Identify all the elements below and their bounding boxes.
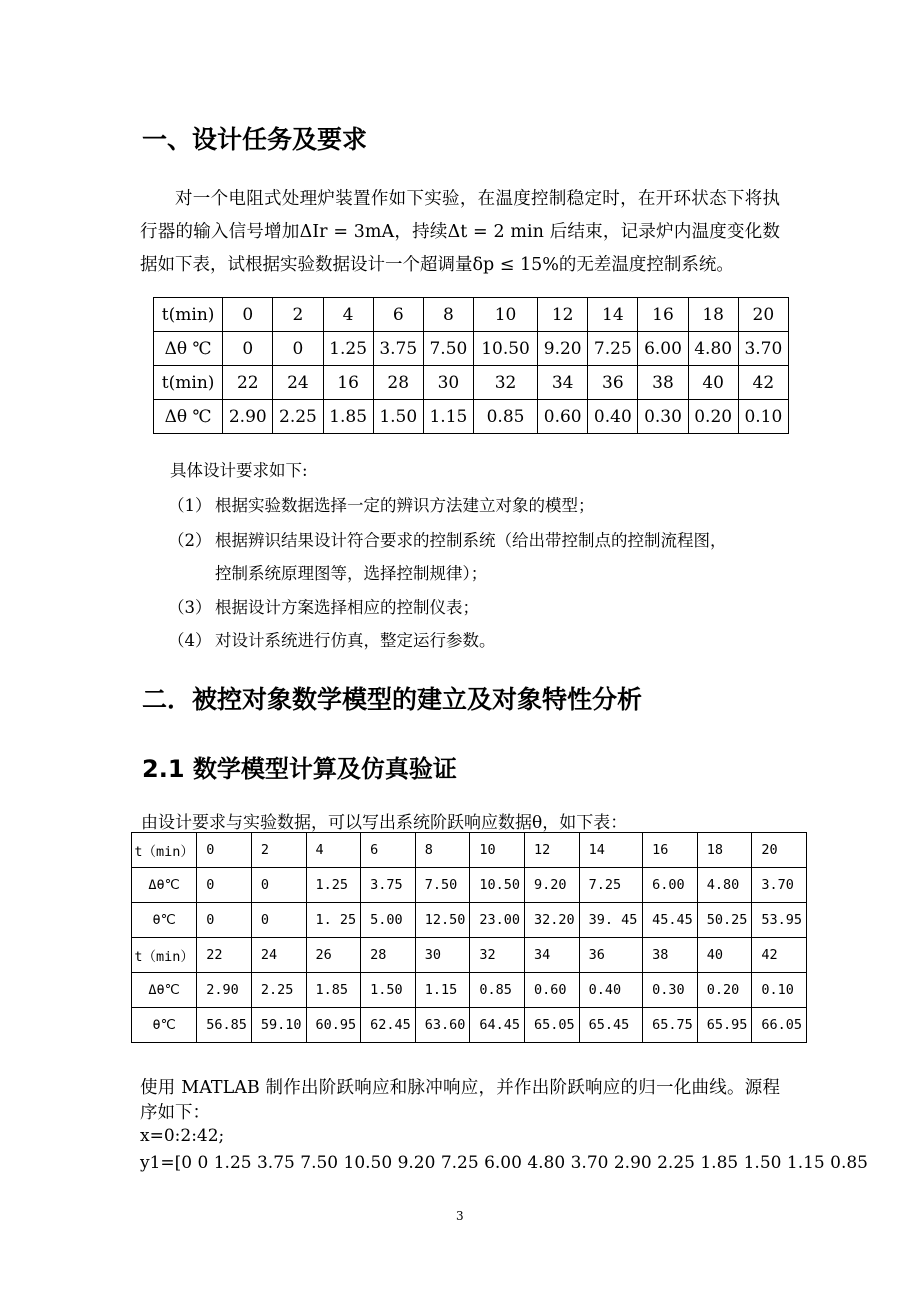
table-cell: 32 xyxy=(473,366,537,400)
table-cell: 7.50 xyxy=(415,868,470,903)
table-cell: 6.00 xyxy=(638,332,688,366)
table-cell: 0.30 xyxy=(638,400,688,434)
table-cell: 23.00 xyxy=(470,903,525,938)
table-row xyxy=(132,833,807,868)
table-cell: 2.90 xyxy=(197,973,252,1008)
table-cell: 59.10 xyxy=(251,1008,306,1043)
table-cell: 12 xyxy=(538,298,588,332)
table-cell: 0 xyxy=(223,332,273,366)
requirement-1-text: 根据实验数据选择一定的辨识方法建立对象的模型； xyxy=(215,496,595,515)
section-2-1-heading: 2.1 数学模型计算及仿真验证 xyxy=(142,755,457,783)
requirement-3-text: 根据设计方案选择相应的控制仪表； xyxy=(215,598,479,617)
table-cell: 14 xyxy=(579,833,642,868)
table-cell: 14 xyxy=(588,298,638,332)
table-cell: 0.10 xyxy=(738,400,788,434)
table-cell: 9.20 xyxy=(538,332,588,366)
table-cell: 1.15 xyxy=(423,400,473,434)
table-cell: 0.60 xyxy=(538,400,588,434)
row-label: Δθ℃ xyxy=(132,868,197,903)
table-cell: 18 xyxy=(697,833,752,868)
table-cell: 10 xyxy=(473,298,537,332)
table-cell: 7.50 xyxy=(423,332,473,366)
table-cell: 0 xyxy=(273,332,323,366)
table-cell: 4.80 xyxy=(688,332,738,366)
table-cell: 36 xyxy=(579,938,642,973)
table-cell: 36 xyxy=(588,366,638,400)
table-cell: 2.25 xyxy=(251,973,306,1008)
table-cell: 0.85 xyxy=(470,973,525,1008)
table-cell: 62.45 xyxy=(361,1008,416,1043)
table-cell: 65.05 xyxy=(525,1008,580,1043)
table-cell: 0 xyxy=(197,903,252,938)
section-2-heading: 二．被控对象数学模型的建立及对象特性分析 xyxy=(142,685,643,714)
table-cell: 1.85 xyxy=(323,400,373,434)
table-cell: 4 xyxy=(323,298,373,332)
table-cell: 2.90 xyxy=(223,400,273,434)
table-cell: 9.20 xyxy=(525,868,580,903)
requirement-4-num: （4） xyxy=(168,631,212,650)
table-cell: 28 xyxy=(373,366,423,400)
table-cell: 12 xyxy=(525,833,580,868)
table-cell: 45.45 xyxy=(643,903,698,938)
row-label: Δθ℃ xyxy=(132,973,197,1008)
table-row xyxy=(132,938,807,973)
table-cell: 1. 25 xyxy=(306,903,361,938)
table-cell: 38 xyxy=(643,938,698,973)
table-cell: 3.70 xyxy=(738,332,788,366)
row-label: t（min） xyxy=(132,938,197,973)
table-cell: 40 xyxy=(697,938,752,973)
table-cell: 5.00 xyxy=(361,903,416,938)
table-cell: 22 xyxy=(197,938,252,973)
matlab-intro: 使用 MATLAB 制作出阶跃响应和脉冲响应，并作出阶跃响应的归一化曲线。源程序如下： xyxy=(140,1078,780,1123)
table-cell: 28 xyxy=(361,938,416,973)
table-cell: 16 xyxy=(323,366,373,400)
row-label: t(min) xyxy=(154,298,223,332)
table-cell: 10 xyxy=(470,833,525,868)
table-cell: 40 xyxy=(688,366,738,400)
table-cell: 34 xyxy=(538,366,588,400)
row-label: θ℃ xyxy=(132,903,197,938)
row-label: Δθ ℃ xyxy=(154,400,223,434)
table-cell: 0.85 xyxy=(473,400,537,434)
table-2-intro: 由设计要求与实验数据，可以写出系统阶跃响应数据θ，如下表： xyxy=(141,813,628,833)
table-cell: 42 xyxy=(752,938,807,973)
table-cell: 30 xyxy=(423,366,473,400)
table-cell: 65.75 xyxy=(643,1008,698,1043)
step-response-table xyxy=(131,832,807,1043)
table-cell: 2.25 xyxy=(273,400,323,434)
table-cell: 0.60 xyxy=(525,973,580,1008)
table-cell: 24 xyxy=(273,366,323,400)
table-cell: 24 xyxy=(251,938,306,973)
table-cell: 0 xyxy=(223,298,273,332)
table-cell: 20 xyxy=(738,298,788,332)
table-cell: 7.25 xyxy=(588,332,638,366)
row-label: θ℃ xyxy=(132,1008,197,1043)
table-row xyxy=(132,973,807,1008)
table-cell: 34 xyxy=(525,938,580,973)
experiment-table xyxy=(153,297,789,434)
table-cell: 32 xyxy=(470,938,525,973)
table-cell: 1.25 xyxy=(323,332,373,366)
table-cell: 1.85 xyxy=(306,973,361,1008)
table-cell: 4.80 xyxy=(697,868,752,903)
intro-paragraph: 对一个电阻式处理炉装置作如下实验，在温度控制稳定时，在开环状态下将执行器的输入信号增加ΔIr = 3mA，持续Δt = 2 min 后结束，记录炉内温度变化数据如下表，试根据实验数据设计一个超调量δp ≤ 15%的无差温度控制系统。 xyxy=(140,189,780,275)
requirement-1-num: （1） xyxy=(168,496,212,515)
table-cell: 65.45 xyxy=(579,1008,642,1043)
table-cell: 39. 45 xyxy=(579,903,642,938)
table-cell: 26 xyxy=(306,938,361,973)
requirement-3-num: （3） xyxy=(168,598,212,617)
table-row xyxy=(132,903,807,938)
table-cell: 64.45 xyxy=(470,1008,525,1043)
table-cell: 6 xyxy=(373,298,423,332)
table-cell: 3.75 xyxy=(361,868,416,903)
table-cell: 50.25 xyxy=(697,903,752,938)
table-cell: 1.15 xyxy=(415,973,470,1008)
table-cell: 65.95 xyxy=(697,1008,752,1043)
table-row xyxy=(154,332,789,366)
table-cell: 7.25 xyxy=(579,868,642,903)
table-cell: 0 xyxy=(197,868,252,903)
page-number: 3 xyxy=(456,1209,464,1223)
table-cell: 42 xyxy=(738,366,788,400)
table-cell: 1.25 xyxy=(306,868,361,903)
requirement-2-continuation: 控制系统原理图等，选择控制规律）； xyxy=(215,564,488,583)
table-cell: 53.95 xyxy=(752,903,807,938)
table-cell: 3.75 xyxy=(373,332,423,366)
requirement-2-text: 根据辨识结果设计符合要求的控制系统（给出带控制点的控制流程图， xyxy=(215,531,727,550)
table-cell: 0.30 xyxy=(643,973,698,1008)
table-cell: 10.50 xyxy=(470,868,525,903)
table-cell: 2 xyxy=(251,833,306,868)
section-1-heading: 一、设计任务及要求 xyxy=(142,125,368,154)
table-row xyxy=(154,400,789,434)
table-cell: 32.20 xyxy=(525,903,580,938)
table-cell: 66.05 xyxy=(752,1008,807,1043)
table-cell: 12.50 xyxy=(415,903,470,938)
row-label: t（min） xyxy=(132,833,197,868)
table-cell: 6 xyxy=(361,833,416,868)
table-cell: 0.20 xyxy=(697,973,752,1008)
table-cell: 0.40 xyxy=(588,400,638,434)
table-cell: 0 xyxy=(251,868,306,903)
table-cell: 3.70 xyxy=(752,868,807,903)
requirements-intro: 具体设计要求如下: xyxy=(170,461,308,480)
table-cell: 20 xyxy=(752,833,807,868)
row-label: t(min) xyxy=(154,366,223,400)
table-cell: 0.40 xyxy=(579,973,642,1008)
table-cell: 30 xyxy=(415,938,470,973)
table-row xyxy=(154,298,789,332)
table-cell: 0 xyxy=(251,903,306,938)
table-cell: 8 xyxy=(423,298,473,332)
table-cell: 18 xyxy=(688,298,738,332)
table-cell: 60.95 xyxy=(306,1008,361,1043)
table-cell: 16 xyxy=(643,833,698,868)
code-line-2: y1=[0 0 1.25 3.75 7.50 10.50 9.20 7.25 6.00 4.80 3.70 2.90 2.25 1.85 1.50 1.15 0.85 xyxy=(140,1153,868,1173)
table-cell: 1.50 xyxy=(361,973,416,1008)
table-cell: 0 xyxy=(197,833,252,868)
table-cell: 0.10 xyxy=(752,973,807,1008)
table-cell: 8 xyxy=(415,833,470,868)
table-cell: 4 xyxy=(306,833,361,868)
table-cell: 10.50 xyxy=(473,332,537,366)
table-cell: 6.00 xyxy=(643,868,698,903)
table-row xyxy=(132,868,807,903)
table-cell: 0.20 xyxy=(688,400,738,434)
table-cell: 38 xyxy=(638,366,688,400)
table-cell: 56.85 xyxy=(197,1008,252,1043)
table-cell: 22 xyxy=(223,366,273,400)
table-cell: 1.50 xyxy=(373,400,423,434)
table-cell: 63.60 xyxy=(415,1008,470,1043)
requirement-4-text: 对设计系统进行仿真，整定运行参数。 xyxy=(215,631,496,650)
requirement-2-num: （2） xyxy=(168,531,212,550)
code-line-1: x=0:2:42; xyxy=(140,1126,225,1146)
table-cell: 2 xyxy=(273,298,323,332)
table-row xyxy=(154,366,789,400)
table-row xyxy=(132,1008,807,1043)
row-label: Δθ ℃ xyxy=(154,332,223,366)
table-cell: 16 xyxy=(638,298,688,332)
